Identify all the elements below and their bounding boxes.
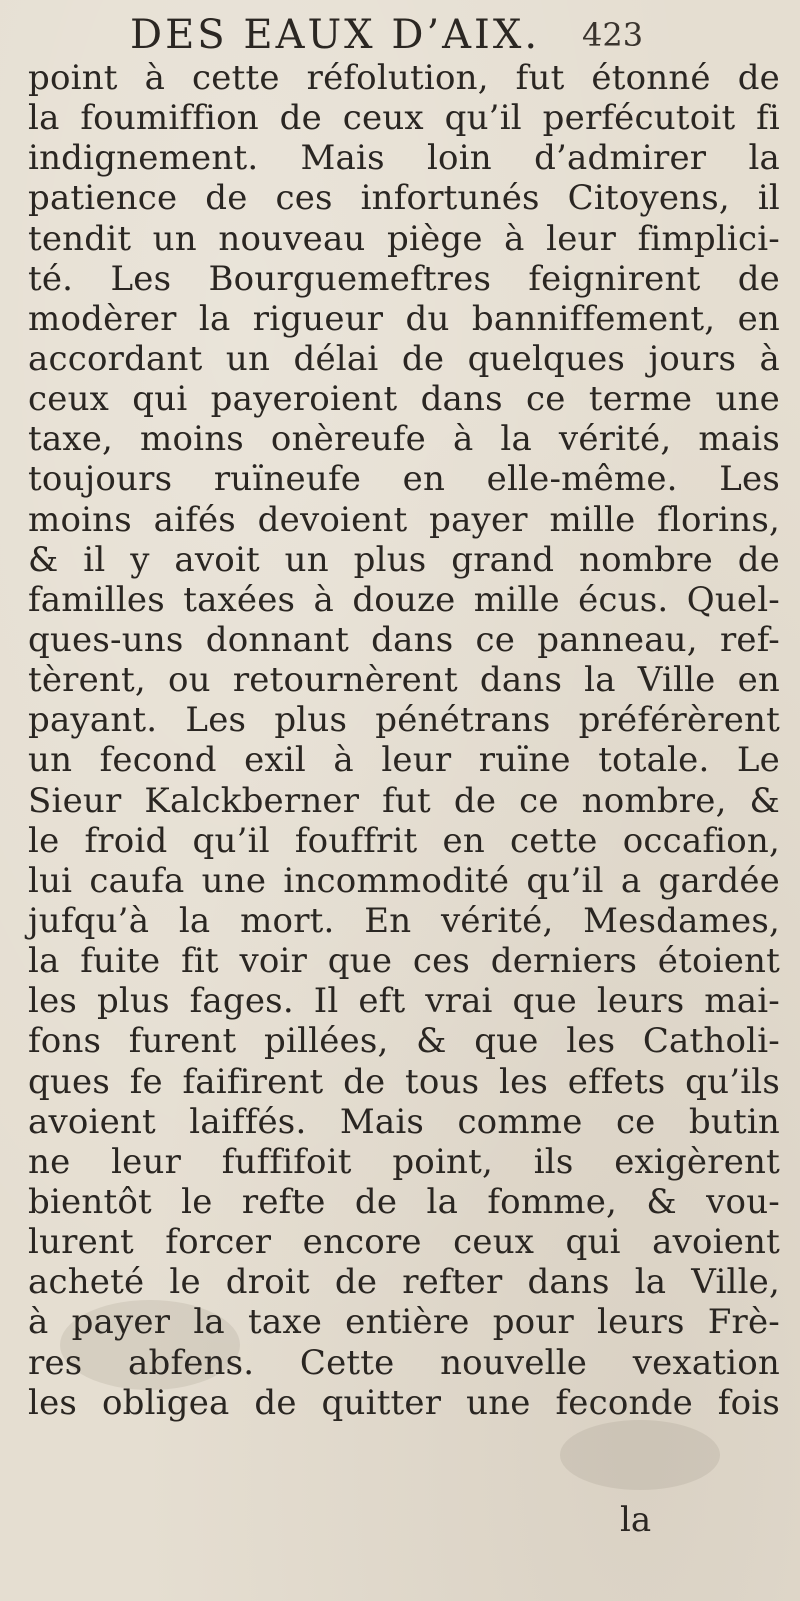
text-line: un fecond exil à leur ruïne totale. Le (28, 740, 780, 781)
text-line: moins aifés devoient payer mille florins, (28, 499, 780, 540)
running-title: DES EAUX D’AIX. (130, 12, 541, 58)
text-line: jufqu’à la mort. En vérité, Mesdames, (28, 900, 780, 941)
text-line: avoient laiffés. Mais comme ce butin (28, 1101, 780, 1142)
text-line: lurent forcer encore ceux qui avoient (28, 1222, 780, 1263)
text-line: ques fe faifirent de tous les effets qu’ils (28, 1061, 780, 1102)
text-line: le froid qu’il fouffrit en cette occafion, (28, 820, 780, 861)
text-line: tèrent, ou retournèrent dans la Ville en (28, 660, 780, 701)
text-line: modèrer la rigueur du banniffement, en (28, 298, 780, 339)
text-line: ne leur fuffifoit point, ils exigèrent (28, 1141, 780, 1182)
text-line: familles taxées à douze mille écus. Quel- (28, 579, 780, 620)
text-line: indignement. Mais loin d’admirer la (28, 138, 780, 179)
text-line: la fuite fit voir que ces derniers étoient (28, 941, 780, 982)
text-line: toujours ruïneufe en elle-même. Les (28, 459, 780, 500)
text-line: lui caufa une incommodité qu’il a gardée (28, 860, 780, 901)
text-line: payant. Les plus pénétrans préférèrent (28, 700, 780, 741)
text-line: à payer la taxe entière pour leurs Frè- (28, 1302, 780, 1343)
text-line: tendit un nouveau piège à leur fimplici- (28, 218, 780, 259)
catchword: la (620, 1500, 652, 1540)
text-line: ceux qui payeroient dans ce terme une (28, 379, 780, 420)
text-line: les plus fages. Il eft vrai que leurs mai- (28, 981, 780, 1022)
text-line: patience de ces infortunés Citoyens, il (28, 178, 780, 219)
text-line: bientôt le refte de la fomme, & vou- (28, 1181, 780, 1222)
text-line: fons furent pillées, & que les Catholi- (28, 1021, 780, 1062)
text-line: taxe, moins onèreufe à la vérité, mais (28, 419, 780, 460)
text-line: la foumiffion de ceux qu’il perfécutoit fi (28, 98, 780, 139)
text-line: accordant un délai de quelques jours à (28, 338, 780, 379)
text-line: point à cette réfolution, fut étonné de (28, 58, 780, 98)
page-number: 423 (582, 16, 644, 54)
text-line: acheté le droit de refter dans la Ville, (28, 1262, 780, 1303)
text-line: & il y avoit un plus grand nombre de (28, 539, 780, 580)
body-text (28, 58, 780, 1423)
text-line: les obligea de quitter une feconde fois (28, 1382, 780, 1423)
text-line: res abfens. Cette nouvelle vexation (28, 1342, 780, 1383)
text-line: té. Les Bourguemeftres feignirent de (28, 258, 780, 299)
text-line: Sieur Kalckberner fut de ce nombre, & (28, 780, 780, 821)
paper-stain (560, 1420, 720, 1490)
text-line: ques-uns donnant dans ce panneau, ref- (28, 619, 780, 660)
page-header (130, 10, 770, 60)
